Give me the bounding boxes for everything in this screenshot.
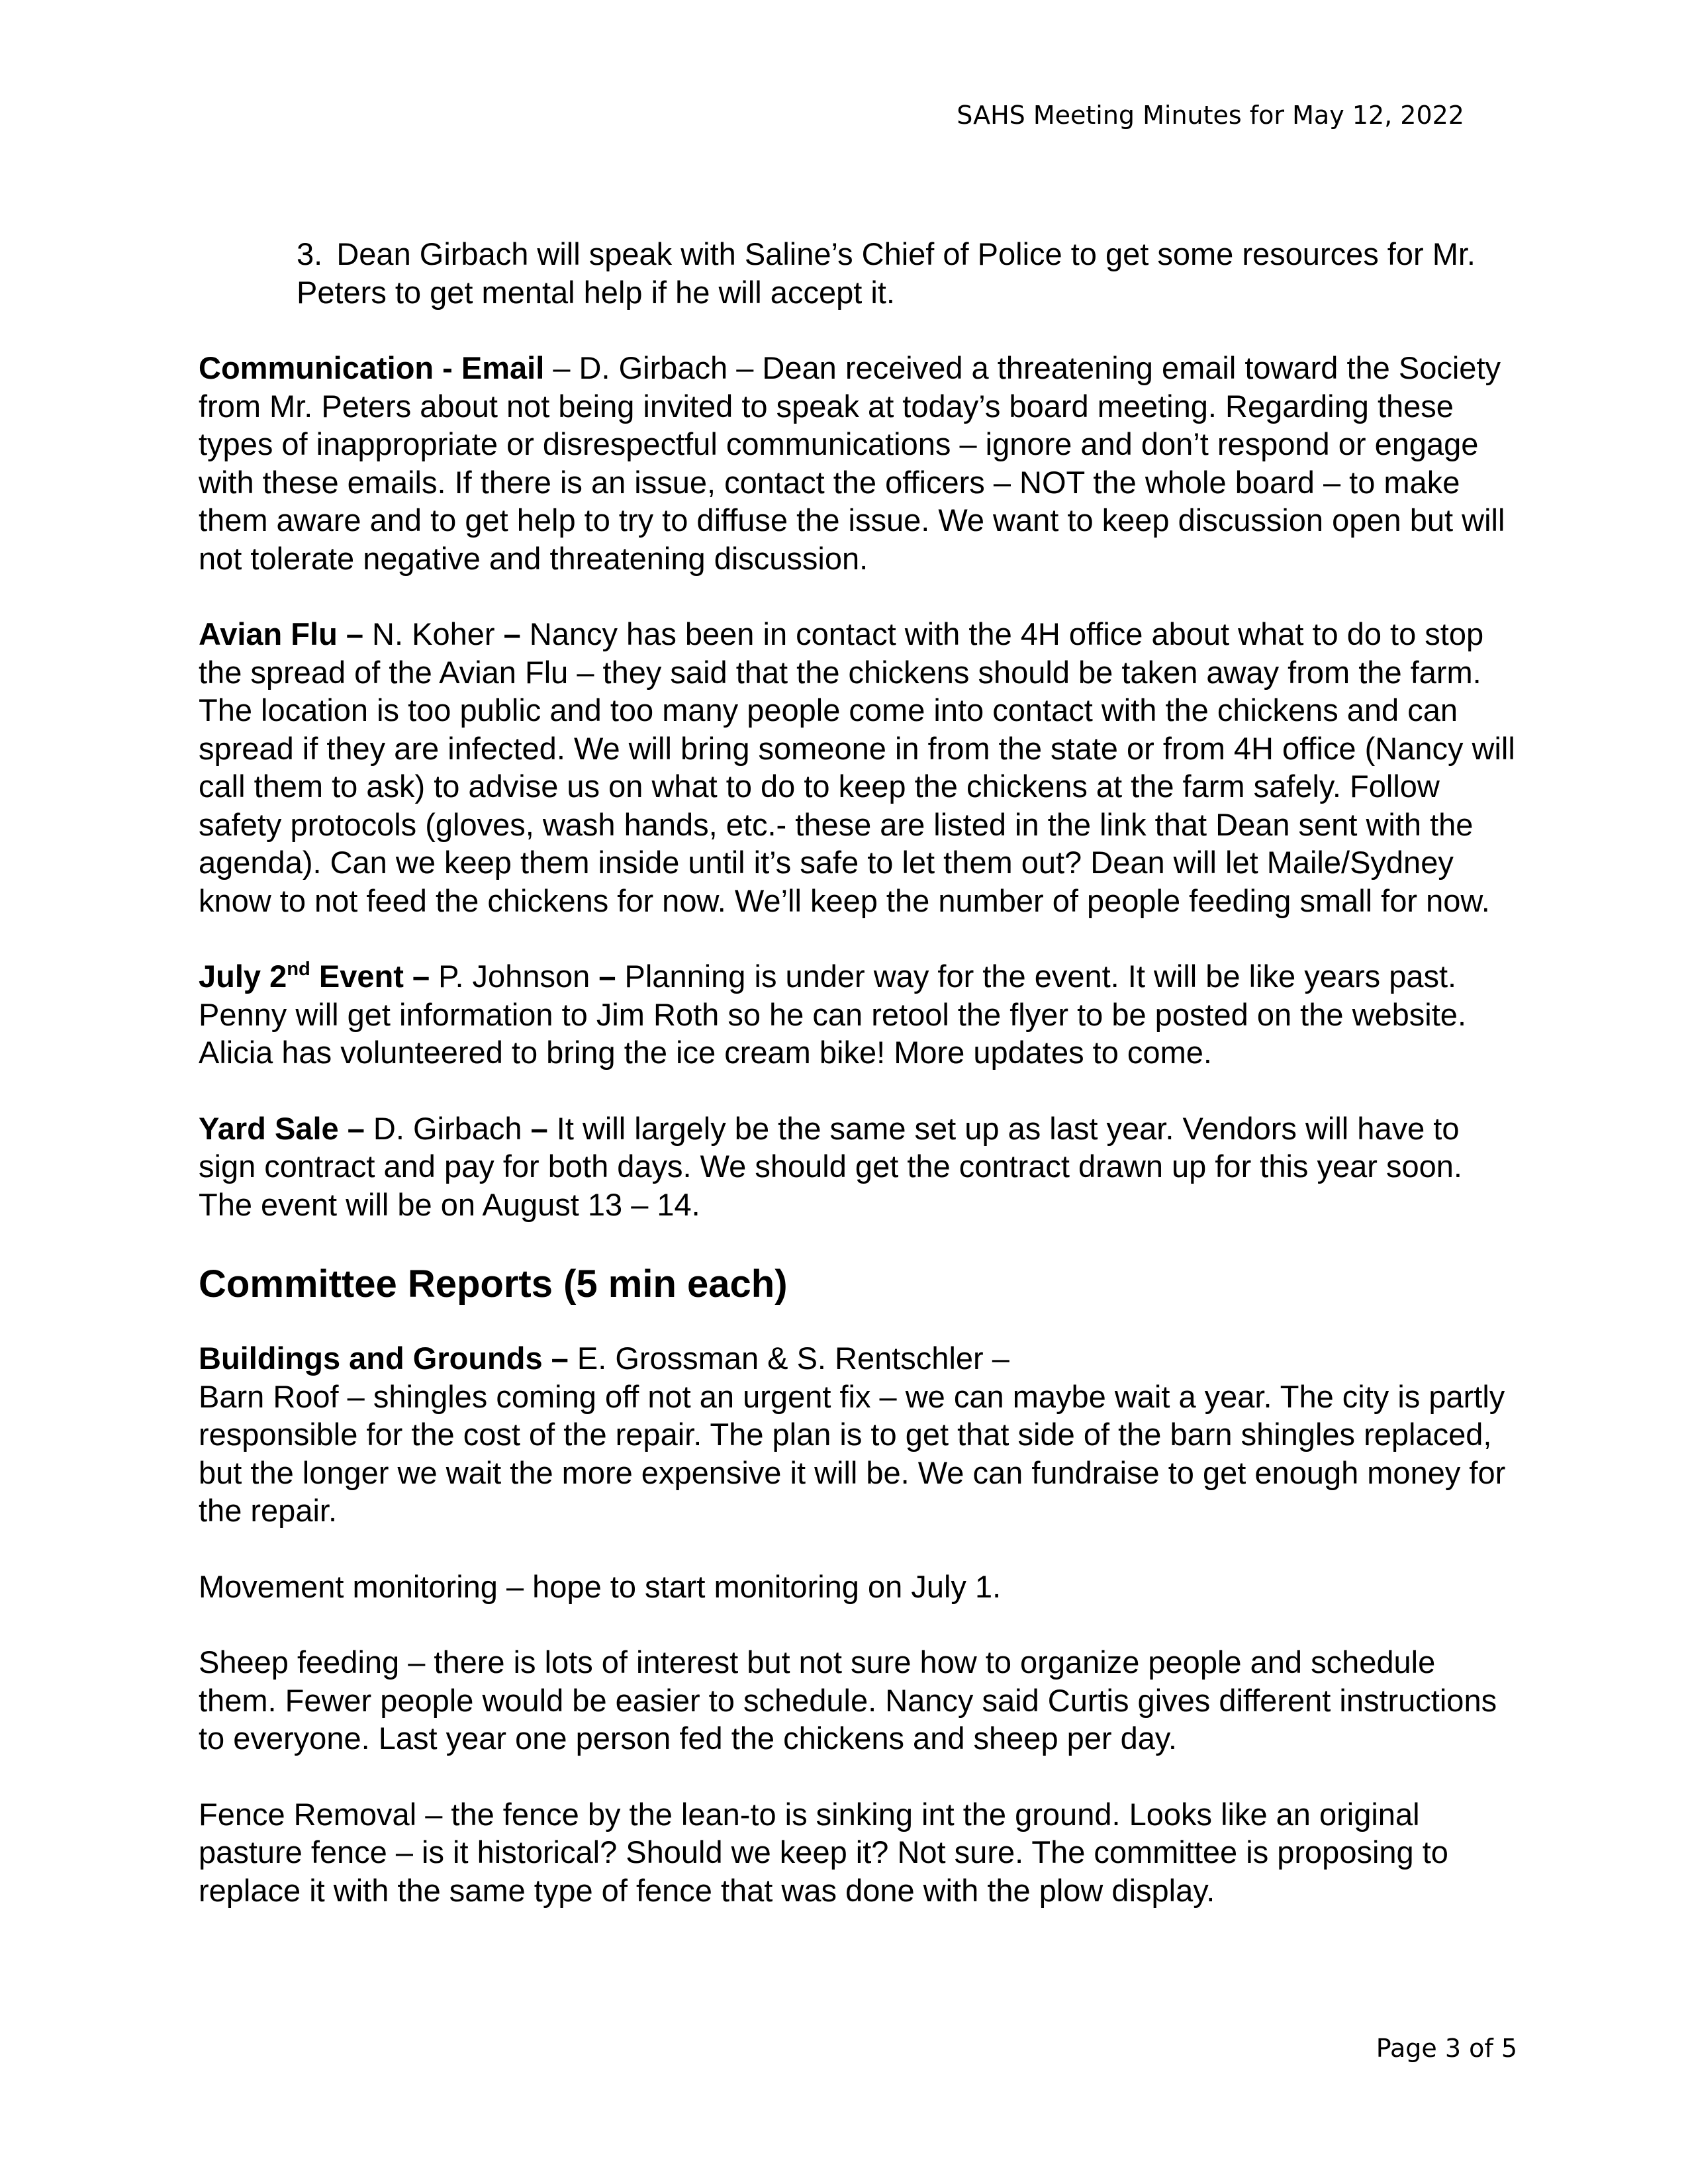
section-heading: Communication - Email — [199, 350, 545, 385]
section-dash: – — [530, 1110, 548, 1146]
heading-superscript: nd — [287, 958, 310, 980]
section-heading: Buildings and Grounds – — [199, 1341, 569, 1376]
page-number: Page 3 of 5 — [1376, 2034, 1517, 2063]
section-avian-flu — [199, 615, 1519, 920]
barn-roof-paragraph: Barn Roof – shingles coming off not an urgent fix – we can maybe wait a year. The city is partly responsible for the cost of the repair. The plan is to get that side of the barn shingles replaced, but the longer we wait the more expensive it will be. We can fundraise to get enough money for the repair. — [199, 1378, 1506, 1528]
section-communication-email — [199, 349, 1519, 577]
section-heading: Yard Sale – — [199, 1110, 365, 1146]
section-yard-sale — [199, 1110, 1519, 1224]
fence-removal-paragraph: Fence Removal – the fence by the lean-to is sinking int the ground. Looks like an original pasture fence – is it historical? Should we keep it? Not sure. The committee is proposing to replace it with the same type of fence that was done with the plow display. — [199, 1796, 1448, 1908]
committee-reports-heading: Committee Reports (5 min each) — [199, 1262, 788, 1306]
section-presenter: D. Girbach — [364, 1110, 531, 1146]
item-text: Dean Girbach will speak with Saline’s Chief of Police to get some resources for Mr. Peters to get mental help if he will accept it. — [297, 236, 1476, 310]
section-heading — [199, 959, 430, 994]
section-dash: – — [598, 959, 616, 994]
section-dash: – — [503, 616, 521, 651]
section-body: Nancy has been in contact with the 4H office about what to do to stop the spread of the Avian Flu – they said that the chickens should be taken away from the farm. The location is too public and too many people come into contact with the chickens and can spread if they are infected. We will bring someone in from the state or from 4H office (Nancy will call them to ask) to advise us on what to do to keep the chickens at the farm safely. Follow safety protocols (gloves, wash hands, etc.- these are listed in the link that Dean sent with the agenda). Can we keep them inside until it’s safe to let them out? Dean will let Maile/Sydney know to not feed the chickens for now. We’ll keep the number of people feeding small for now. — [199, 616, 1515, 918]
sheep-feeding-paragraph: Sheep feeding – there is lots of interest but not sure how to organize people and schedule them. Fewer people would be easier to schedule. Nancy said Curtis gives different instructions to everyone. Last year one person fed the chickens and sheep per day. — [199, 1644, 1497, 1756]
document-body — [199, 235, 1519, 1947]
section-july-event — [199, 957, 1519, 1072]
section-presenter: – D. Girbach – — [544, 350, 763, 385]
section-presenter: P. Johnson — [430, 959, 599, 994]
buildings-grounds-heading-line — [199, 1339, 1519, 1378]
numbered-item-3 — [199, 235, 1519, 311]
section-presenter: N. Koher — [363, 616, 504, 651]
heading-suffix: Event – — [310, 959, 430, 994]
movement-monitoring-paragraph: Movement monitoring – hope to start monitoring on July 1. — [199, 1568, 1002, 1604]
section-body: Planning is under way for the event. It will be like years past. Penny will get information to Jim Roth so he can retool the flyer to be posted on the website. Alicia has volunteered to bring the ice cream bike! More updates to come. — [199, 959, 1466, 1070]
heading-prefix: July 2 — [199, 959, 287, 994]
section-body: It will largely be the same set up as last year. Vendors will have to sign contract and pay for both days. We should get the contract drawn up for this year soon. The event will be on August 13 – 14. — [199, 1110, 1462, 1222]
section-presenter: E. Grossman & S. Rentschler – — [568, 1341, 1009, 1376]
page-header-title: SAHS Meeting Minutes for May 12, 2022 — [957, 101, 1464, 130]
section-body: Dean received a threatening email toward the Society from Mr. Peters about not being invited to speak at today’s board meeting. Regarding these types of inappropriate or disrespectful communications – ignore and don’t respond or engage with these emails. If there is an issue, contact the officers – NOT the whole board – to make them aware and to get help to try to diffuse the issue. We want to keep discussion open but will not tolerate negative and threatening discussion. — [199, 350, 1505, 576]
section-heading: Avian Flu – — [199, 616, 363, 651]
item-number: 3. — [297, 236, 323, 271]
